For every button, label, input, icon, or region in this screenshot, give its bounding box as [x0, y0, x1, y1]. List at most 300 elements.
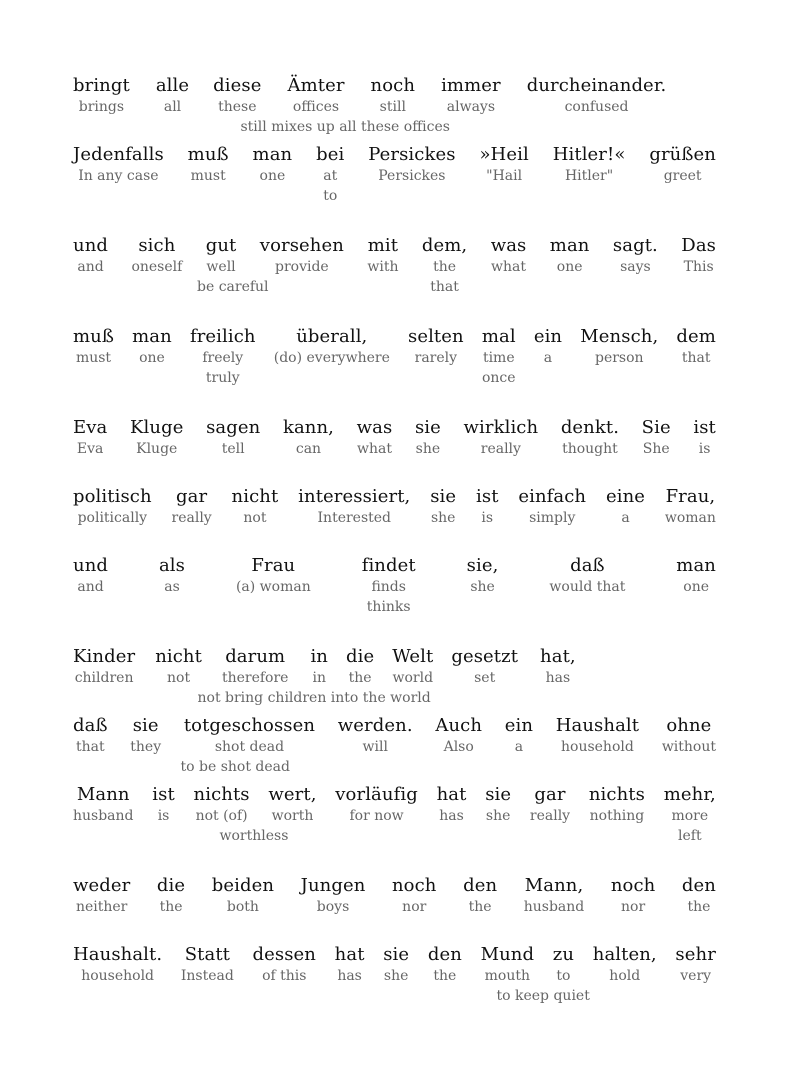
english-gloss: Also: [443, 739, 474, 755]
english-gloss: she: [415, 441, 441, 457]
word-gloss-pair: [253, 944, 317, 986]
word-gloss-pair: [190, 326, 256, 388]
word-gloss-pair: [206, 235, 237, 277]
text-line: [73, 784, 716, 846]
word-gloss-pair: [316, 144, 344, 206]
phrase-translation: worthless: [219, 828, 289, 844]
text-line: [73, 944, 716, 986]
german-word: sagen: [206, 417, 261, 438]
german-word: Mund: [480, 944, 535, 965]
german-word: Mensch,: [580, 326, 659, 347]
word-gloss-pair: [253, 144, 293, 186]
word-gloss-pair: [213, 75, 261, 117]
word-gloss-pair: [665, 486, 716, 528]
word-gloss-pair: [408, 326, 464, 368]
english-gloss: woman: [664, 510, 716, 526]
german-word: sie: [485, 784, 512, 805]
english-gloss: one: [259, 168, 286, 184]
german-word: mal: [481, 326, 516, 347]
word-gloss-pair: [649, 144, 716, 186]
english-gloss: is: [698, 441, 711, 457]
english-gloss: freely: [202, 350, 244, 366]
german-word: selten: [407, 326, 464, 347]
word-gloss-pair: [435, 715, 482, 757]
english-gloss: in: [312, 670, 326, 686]
english-gloss: that: [681, 350, 711, 366]
text-line: [73, 144, 716, 206]
english-gloss: and: [77, 579, 104, 595]
german-word: freilich: [189, 326, 256, 347]
english-gloss: husband: [523, 899, 585, 915]
german-word: was: [356, 417, 393, 438]
english-gloss: simply: [529, 510, 576, 526]
word-gloss-pair: [534, 326, 562, 368]
english-gloss: for now: [349, 808, 404, 824]
english-gloss-alt: truly: [205, 370, 240, 386]
english-gloss: neither: [75, 899, 128, 915]
german-word: Haushalt: [555, 715, 640, 736]
english-gloss: offices: [292, 99, 340, 115]
english-gloss: Instead: [180, 968, 234, 984]
english-gloss: very: [680, 968, 712, 984]
german-word: sie: [414, 417, 441, 438]
german-word: sich: [138, 235, 176, 256]
english-gloss: they: [130, 739, 162, 755]
word-gloss-pair: [73, 646, 135, 688]
english-gloss: not: [243, 510, 267, 526]
german-word: Jedenfalls: [73, 144, 164, 165]
german-word: noch: [391, 875, 437, 896]
word-gloss-pair: [338, 715, 413, 757]
word-row: [73, 144, 716, 206]
english-gloss: Kluge: [136, 441, 178, 457]
english-gloss: (a) woman: [235, 579, 311, 595]
text-line: [73, 646, 716, 688]
german-word: Statt: [184, 944, 230, 965]
german-word: mit: [367, 235, 399, 256]
word-row: [73, 875, 716, 917]
english-gloss: Persickes: [378, 168, 446, 184]
german-word: sie: [430, 486, 457, 507]
word-gloss-pair: [346, 646, 374, 688]
word-gloss-pair: [156, 75, 189, 117]
word-gloss-pair: [152, 784, 175, 826]
german-word: politisch: [73, 486, 152, 507]
english-gloss: provide: [275, 259, 329, 275]
english-gloss: of this: [262, 968, 307, 984]
german-word: daß: [570, 555, 605, 576]
word-gloss-pair: [613, 235, 658, 277]
word-gloss-pair: [611, 875, 656, 917]
english-gloss: a: [543, 350, 553, 366]
word-gloss-pair: [681, 235, 716, 277]
word-gloss-pair: [73, 417, 107, 459]
english-gloss: both: [226, 899, 259, 915]
german-word: wirklich: [463, 417, 539, 438]
english-gloss: all: [163, 99, 182, 115]
german-word: sehr: [675, 944, 716, 965]
german-word: wert,: [268, 784, 317, 805]
english-gloss: what: [491, 259, 527, 275]
english-gloss-alt: once: [481, 370, 516, 386]
english-gloss-alt: that: [430, 279, 459, 295]
word-gloss-pair: [130, 417, 183, 459]
german-word: die: [156, 875, 186, 896]
german-word: Haushalt.: [73, 944, 163, 965]
german-word: sie,: [466, 555, 499, 576]
english-gloss: hold: [609, 968, 641, 984]
german-word: überall,: [296, 326, 368, 347]
english-gloss: greet: [663, 168, 702, 184]
word-gloss-pair: [335, 944, 365, 986]
german-word: als: [158, 555, 185, 576]
word-gloss-pair: [73, 715, 108, 757]
english-gloss: mouth: [484, 968, 531, 984]
english-gloss: would that: [549, 579, 626, 595]
english-gloss: more: [671, 808, 709, 824]
german-word: nicht: [155, 646, 202, 667]
word-gloss-pair: [335, 784, 418, 826]
english-gloss: can: [295, 441, 322, 457]
word-gloss-pair: [73, 144, 164, 186]
word-row: [73, 326, 716, 388]
word-gloss-pair: [392, 875, 437, 917]
word-gloss-pair: [155, 646, 202, 688]
word-row: [73, 235, 716, 297]
german-word: ein: [504, 715, 534, 736]
german-word: zu: [552, 944, 575, 965]
word-gloss-pair: [485, 784, 511, 826]
german-word: muß: [73, 326, 114, 347]
english-gloss: that: [75, 739, 105, 755]
german-word: sie: [383, 944, 410, 965]
phrase-translation: not bring children into the world: [197, 690, 431, 706]
german-word: in: [310, 646, 329, 667]
german-word: Mann,: [524, 875, 584, 896]
word-gloss-pair: [268, 784, 316, 826]
english-gloss: has: [545, 670, 571, 686]
english-gloss: the: [687, 899, 711, 915]
english-gloss: these: [218, 99, 257, 115]
english-gloss: with: [367, 259, 399, 275]
english-gloss: really: [529, 808, 571, 824]
german-word: totgeschossen: [183, 715, 316, 736]
english-gloss: still: [379, 99, 406, 115]
english-gloss: at: [323, 168, 338, 184]
german-word: werden.: [337, 715, 413, 736]
word-gloss-pair: [206, 417, 260, 459]
german-word: gar: [176, 486, 208, 507]
german-word: den: [463, 875, 498, 896]
word-gloss-pair: [392, 646, 433, 688]
word-gloss-pair: [157, 875, 185, 917]
word-gloss-pair: [73, 326, 114, 368]
english-gloss: is: [157, 808, 170, 824]
german-word: interessiert,: [298, 486, 411, 507]
english-gloss: person: [594, 350, 644, 366]
english-gloss: one: [683, 579, 710, 595]
english-gloss: the: [468, 899, 492, 915]
english-gloss: always: [446, 99, 496, 115]
english-gloss: thought: [562, 441, 618, 457]
word-gloss-pair: [606, 486, 645, 528]
english-gloss-alt: left: [678, 828, 702, 844]
german-word: denkt.: [560, 417, 620, 438]
english-gloss: will: [362, 739, 388, 755]
german-word: die: [346, 646, 375, 667]
english-gloss: really: [480, 441, 521, 457]
word-gloss-pair: [556, 715, 639, 757]
english-gloss: "Hail: [486, 168, 523, 184]
english-gloss: she: [383, 968, 409, 984]
word-gloss-pair: [73, 944, 162, 986]
german-word: weder: [73, 875, 131, 896]
word-gloss-pair: [194, 784, 250, 826]
german-word: dem,: [421, 235, 468, 256]
german-word: Kluge: [129, 417, 184, 438]
word-gloss-pair: [232, 486, 279, 528]
word-gloss-pair: [479, 144, 528, 186]
english-gloss: tell: [221, 441, 245, 457]
german-word: Jungen: [300, 875, 366, 896]
word-gloss-pair: [676, 326, 716, 368]
phrase-translation: still mixes up all these offices: [240, 119, 450, 135]
english-gloss: as: [164, 579, 180, 595]
german-word: grüßen: [649, 144, 716, 165]
german-word: Frau: [251, 555, 296, 576]
word-gloss-pair: [441, 75, 501, 117]
german-word: ohne: [666, 715, 712, 736]
text-line: [73, 417, 716, 459]
word-gloss-pair: [73, 555, 108, 597]
word-row: [73, 646, 716, 688]
german-word: Mann: [76, 784, 130, 805]
word-gloss-pair: [676, 555, 716, 597]
german-word: kann,: [282, 417, 334, 438]
text-line: [73, 75, 716, 117]
german-word: hat: [334, 944, 365, 965]
word-gloss-pair: [476, 486, 499, 528]
english-gloss: Hitler": [564, 168, 614, 184]
word-gloss-pair: [301, 875, 366, 917]
english-gloss: confused: [564, 99, 629, 115]
english-gloss: the: [159, 899, 183, 915]
german-word: den: [681, 875, 716, 896]
phrase-translation: to keep quiet: [496, 988, 590, 1004]
english-gloss: to: [556, 968, 571, 984]
german-word: darum: [225, 646, 286, 667]
english-gloss: husband: [73, 808, 134, 824]
text-line: [73, 715, 716, 757]
word-gloss-pair: [437, 784, 467, 826]
word-gloss-pair: [593, 944, 657, 986]
word-gloss-pair: [73, 784, 134, 826]
english-gloss: worth: [271, 808, 314, 824]
word-gloss-pair: [553, 944, 574, 986]
german-word: Hitler!«: [552, 144, 626, 165]
german-word: alle: [155, 75, 190, 96]
english-gloss: therefore: [221, 670, 289, 686]
text-line: [73, 555, 716, 617]
german-word: noch: [610, 875, 656, 896]
english-gloss: time: [482, 350, 515, 366]
word-gloss-pair: [357, 417, 393, 459]
german-word: gut: [205, 235, 237, 256]
english-gloss: not (of): [195, 808, 248, 824]
word-gloss-pair: [580, 326, 658, 368]
word-row: [73, 75, 716, 117]
word-gloss-pair: [368, 144, 455, 186]
word-gloss-pair: [415, 417, 441, 459]
word-gloss-pair: [693, 417, 716, 459]
text-line: [73, 235, 716, 297]
english-gloss: oneself: [131, 259, 183, 275]
german-word: durcheinander.: [526, 75, 667, 96]
word-row: [73, 944, 716, 986]
english-gloss: world: [392, 670, 434, 686]
german-word: bringt: [73, 75, 130, 96]
english-gloss: the: [348, 670, 372, 686]
german-word: den: [427, 944, 462, 965]
german-word: Sie: [641, 417, 671, 438]
word-gloss-pair: [287, 75, 344, 117]
english-gloss: boys: [316, 899, 350, 915]
word-gloss-pair: [73, 486, 152, 528]
word-gloss-pair: [428, 944, 462, 986]
english-gloss: children: [74, 670, 134, 686]
german-word: Auch: [435, 715, 483, 736]
german-word: Eva: [73, 417, 108, 438]
german-word: Das: [681, 235, 716, 256]
english-gloss: she: [470, 579, 495, 595]
english-gloss: set: [474, 670, 496, 686]
english-gloss: not: [167, 670, 191, 686]
english-gloss: household: [561, 739, 634, 755]
word-gloss-pair: [549, 555, 625, 597]
english-gloss: Eva: [76, 441, 104, 457]
word-gloss-pair: [682, 875, 716, 917]
german-word: ist: [476, 486, 499, 507]
word-gloss-pair: [422, 235, 467, 297]
german-word: sagt.: [612, 235, 658, 256]
german-word: ist: [693, 417, 716, 438]
word-gloss-pair: [73, 235, 108, 277]
german-word: Ämter: [287, 75, 345, 96]
english-gloss: one: [139, 350, 165, 366]
german-word: beiden: [211, 875, 275, 896]
english-gloss: This: [683, 259, 714, 275]
english-gloss: politically: [77, 510, 148, 526]
word-gloss-pair: [310, 646, 328, 688]
english-gloss: is: [481, 510, 494, 526]
english-gloss: Interested: [317, 510, 392, 526]
german-word: hat: [436, 784, 467, 805]
german-word: hat,: [540, 646, 576, 667]
english-gloss: In any case: [78, 168, 159, 184]
german-word: einfach: [518, 486, 587, 507]
word-gloss-pair: [518, 486, 586, 528]
english-gloss: rarely: [414, 350, 458, 366]
german-word: sie: [132, 715, 159, 736]
english-gloss: without: [661, 739, 716, 755]
word-gloss-pair: [491, 235, 527, 277]
word-gloss-pair: [482, 326, 516, 388]
english-gloss: finds: [371, 579, 406, 595]
word-gloss-pair: [430, 486, 456, 528]
word-gloss-pair: [367, 235, 398, 277]
word-gloss-pair: [188, 144, 229, 186]
german-word: halten,: [592, 944, 657, 965]
word-gloss-pair: [467, 555, 499, 597]
english-gloss: nor: [402, 899, 427, 915]
word-gloss-pair: [561, 417, 619, 459]
german-word: dem: [676, 326, 716, 347]
german-word: Persickes: [368, 144, 456, 165]
word-gloss-pair: [642, 417, 671, 459]
english-gloss: the: [433, 968, 457, 984]
word-gloss-pair: [362, 555, 416, 617]
text-line: [73, 486, 716, 528]
word-gloss-pair: [662, 715, 716, 757]
english-gloss: brings: [78, 99, 125, 115]
german-word: daß: [73, 715, 108, 736]
english-gloss: (do) everywhere: [273, 350, 390, 366]
english-gloss: must: [190, 168, 226, 184]
german-word: eine: [605, 486, 646, 507]
word-gloss-pair: [73, 75, 130, 117]
word-gloss-pair: [181, 944, 234, 986]
word-gloss-pair: [527, 75, 667, 117]
english-gloss: has: [439, 808, 464, 824]
german-word: muß: [187, 144, 229, 165]
german-word: man: [132, 326, 172, 347]
english-gloss-alt: to: [323, 188, 338, 204]
english-gloss: nor: [621, 899, 646, 915]
word-gloss-pair: [298, 486, 410, 528]
text-line: [73, 326, 716, 388]
word-gloss-pair: [172, 486, 212, 528]
phrase-translation: to be shot dead: [180, 759, 290, 775]
word-gloss-pair: [236, 555, 311, 597]
english-gloss: household: [81, 968, 155, 984]
english-gloss: says: [620, 259, 651, 275]
word-gloss-pair: [274, 326, 390, 368]
word-gloss-pair: [464, 417, 539, 459]
german-word: bei: [316, 144, 345, 165]
english-gloss: she: [430, 510, 456, 526]
german-word: nichts: [193, 784, 250, 805]
word-gloss-pair: [132, 326, 172, 368]
english-gloss: must: [75, 350, 112, 366]
word-gloss-pair: [463, 875, 497, 917]
german-word: man: [549, 235, 590, 256]
english-gloss: shot dead: [214, 739, 285, 755]
word-gloss-pair: [184, 715, 315, 757]
german-word: immer: [441, 75, 501, 96]
german-word: und: [73, 235, 109, 256]
word-row: [73, 715, 716, 757]
german-word: gesetzt: [451, 646, 519, 667]
english-gloss: a: [621, 510, 630, 526]
word-gloss-pair: [550, 235, 590, 277]
german-word: Kinder: [73, 646, 136, 667]
english-gloss-alt: thinks: [366, 599, 411, 615]
english-gloss: really: [171, 510, 212, 526]
english-gloss: and: [77, 259, 104, 275]
english-gloss: what: [356, 441, 392, 457]
word-gloss-pair: [371, 75, 416, 117]
word-gloss-pair: [553, 144, 626, 186]
